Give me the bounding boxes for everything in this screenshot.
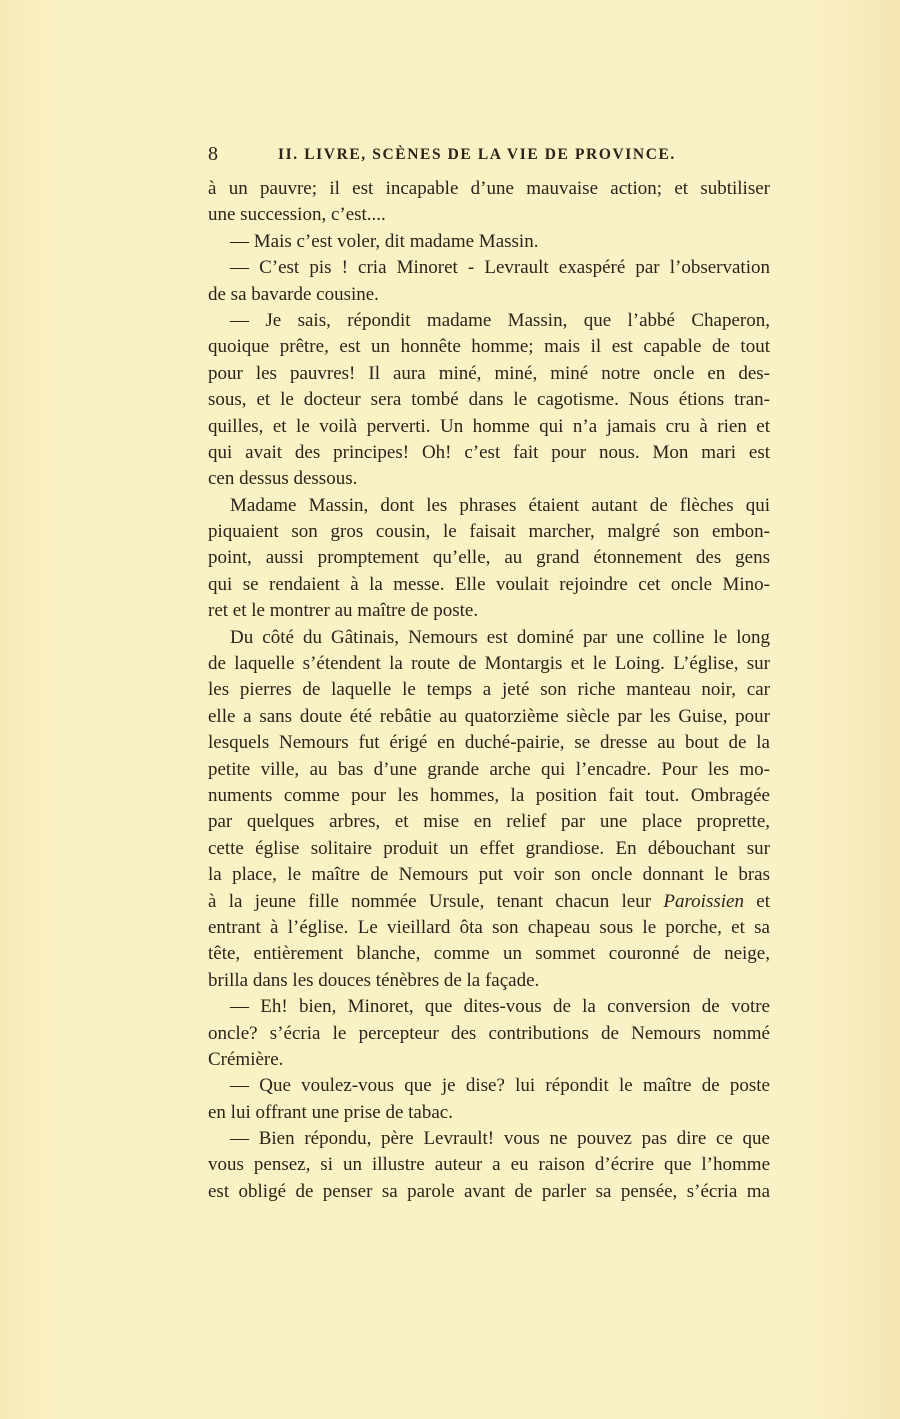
text-line: tête, entièrement blanche, comme un sommet couronné de neige, (208, 943, 770, 965)
text-line: Madame Massin, dont les phrases étaient autant de flèches qui (230, 494, 770, 516)
text-line: cen dessus dessous. (208, 468, 358, 490)
text-line: est obligé de penser sa parole avant de parler sa pensée, s’écria ma (208, 1180, 770, 1202)
running-title: II. LIVRE, SCÈNES DE LA VIE DE PROVINCE. (278, 146, 676, 163)
text-line: — Eh! bien, Minoret, que dites-vous de la conversion de votre (230, 996, 770, 1018)
text-line: — Bien répondu, père Levrault! vous ne pouvez pas dire ce que (230, 1128, 770, 1150)
text-line: une succession, c’est.... (208, 204, 386, 226)
text-segment: à la jeune fille nommée Ursule, tenant chacun leur (208, 890, 652, 912)
text-line: de laquelle s’étendent la route de Montargis et le Loing. L’église, sur (208, 653, 770, 675)
text-line: oncle? s’écria le percepteur des contributions de Nemours nommé (208, 1022, 770, 1044)
text-line: vous pensez, si un illustre auteur a eu raison d’écrire que l’homme (208, 1154, 770, 1176)
text-line: point, aussi promptement qu’elle, au grand étonnement des gens (208, 547, 770, 569)
text-line: quilles, et le voilà perverti. Un homme qui n’a jamais cru à rien et (208, 415, 770, 437)
text-line: lesquels Nemours fut érigé en duché-pairie, se dresse au bout de la (208, 732, 770, 754)
text-line: pour les pauvres! Il aura miné, miné, miné notre oncle en des- (208, 362, 770, 384)
page-number: 8 (208, 143, 218, 165)
text-line: la place, le maître de Nemours put voir son oncle donnant le bras (208, 864, 770, 886)
text-line: Crémière. (208, 1048, 284, 1070)
text-line: piquaient son gros cousin, le faisait marcher, malgré son embon- (208, 521, 770, 543)
text-line: cette église solitaire produit un effet grandiose. En débouchant sur (208, 837, 770, 859)
text-line: sous, et le docteur sera tombé dans le cagotisme. Nous étions tran- (208, 389, 770, 411)
text-segment: et (756, 890, 771, 912)
text-line: quoique prêtre, est un honnête homme; mais il est capable de tout (208, 336, 770, 358)
text-line: elle a sans doute été rebâtie au quatorzième siècle par les Guise, pour (208, 705, 770, 727)
text-line: Du côté du Gâtinais, Nemours est dominé par une colline le long (230, 626, 770, 648)
text-line: brilla dans les douces ténèbres de la façade. (208, 969, 540, 991)
text-line: petite ville, au bas d’une grande arche qui l’encadre. Pour les mo- (208, 758, 770, 780)
text-line (208, 889, 770, 915)
text-line: — Je sais, répondit madame Massin, que l’abbé Chaperon, (230, 309, 770, 331)
text-line: qui se rendaient à la messe. Elle voulait rejoindre cet oncle Mino- (208, 573, 770, 595)
text-line: entrant à l’église. Le vieillard ôta son chapeau sous le porche, et sa (208, 916, 770, 938)
page-body-text (208, 176, 770, 1205)
text-line: en lui offrant une prise de tabac. (208, 1101, 453, 1123)
text-line: — Que voulez-vous que je dise? lui répondit le maître de poste (230, 1075, 770, 1097)
text-line: à un pauvre; il est incapable d’une mauvaise action; et subtiliser (208, 178, 770, 199)
text-line: — C’est pis ! cria Minoret - Levrault exaspéré par l’observation (230, 257, 770, 279)
text-line: numents comme pour les hommes, la position fait tout. Ombragée (208, 784, 770, 806)
page-header (208, 143, 770, 169)
text-line: ret et le montrer au maître de poste. (208, 600, 479, 622)
italic-title: Paroissien (663, 890, 744, 912)
text-line: les pierres de laquelle le temps a jeté son riche manteau noir, car (208, 679, 770, 701)
text-line: qui avait des principes! Oh! c’est fait pour nous. Mon mari est (208, 441, 770, 463)
text-line: — Mais c’est voler, dit madame Massin. (230, 230, 539, 252)
text-line: de sa bavarde cousine. (208, 283, 379, 305)
text-line: par quelques arbres, et mise en relief par une place proprette, (208, 811, 770, 833)
